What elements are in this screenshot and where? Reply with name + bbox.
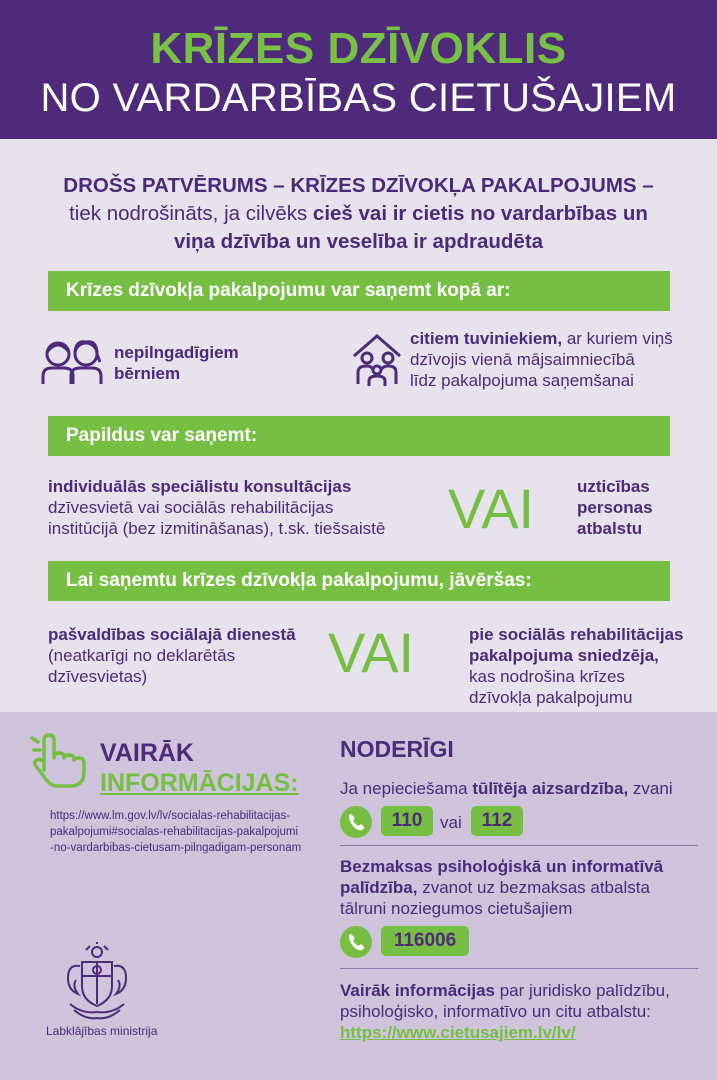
intro-text (40, 172, 677, 256)
together-children: nepilngadīgiem bērniem (114, 343, 239, 383)
divider (340, 845, 698, 846)
phone-icon (340, 806, 372, 838)
apply-municipal-service: pašvaldības sociālajā dienestā (neatkarīgi no deklarētās dzīvesvietas) (48, 625, 296, 686)
pointing-hand-icon (30, 732, 90, 790)
urgent-protection-text: Ja nepieciešama tūlītēja aizsardzība, zvani (340, 779, 673, 798)
children-icon (40, 338, 104, 386)
or-separator-1: VAI (448, 477, 535, 540)
additional-trusted-person: uzticības personas atbalstu (577, 477, 653, 538)
psych-support-text: Bezmaksas psiholoģiskā un informatīvā palīdzība, zvanot uz bezmaksas atbalsta tālruni noziegumos cietušajiem (340, 857, 664, 918)
cietusajiem-link[interactable]: https://www.cietusajiem.lv/lv/ (340, 1023, 576, 1042)
useful-title: NODERĪGI (340, 736, 454, 762)
ministry-link[interactable]: https://www.lm.gov.lv/lv/socialas-rehabilitacijas- pakalpojumi#socialas-rehabilitacijas-pakalpojumi -no-vardarbibas-cietusam-pilngadigam-personam (50, 810, 302, 854)
phone-112[interactable]: 112 (471, 806, 523, 836)
divider (340, 968, 698, 969)
page-subtitle: NO VARDARBĪBAS CIETUŠAJIEM (40, 76, 677, 120)
additional-consultations: individuālās speciālistu konsultācijas dzīvesvietā vai sociālās rehabilitācijas institūcijā (bez izmitināšanas), t.sk. tiešsaistē (48, 477, 386, 538)
phone-icon (340, 926, 372, 958)
phone-116006[interactable]: 116006 (381, 926, 469, 956)
more-support-text: Vairāk informācijas par juridisko palīdzību, psiholoģisko, informatīvo un citu atbalstu: https://www.cietusajiem.lv/lv/ (340, 980, 685, 1043)
or-separator-2: VAI (328, 621, 415, 684)
intro-line-3: viņa dzīvība un veselība ir apdraudēta (173, 230, 544, 253)
page-title: KRĪZES DZĪVOKLIS (150, 24, 567, 73)
intro-line-2: tiek nodrošināts, ja cilvēks cieš vai ir cietis no vardarbības un (69, 202, 648, 225)
section-bar-together: Krīzes dzīvokļa pakalpojumu var saņemt kopā ar: (48, 271, 670, 311)
section-bar-additional: Papildus var saņemt: (48, 416, 670, 456)
ministry-name: Labklājības ministrija (46, 1024, 158, 1038)
phone-110[interactable]: 110 (381, 806, 433, 836)
together-relatives: citiem tuviniekiem, ar kuriem viņš dzīvojis vienā mājsaimniecībā līdz pakalpojuma saņemšanai (410, 329, 673, 390)
or-small: vai (440, 813, 462, 832)
header-banner (0, 0, 717, 139)
intro-line-1: DROŠS PATVĒRUMS – KRĪZES DZĪVOKĻA PAKALPOJUMS – (63, 174, 654, 197)
more-info-title: VAIRĀK INFORMĀCIJAS: (100, 739, 299, 797)
coat-of-arms-logo (62, 942, 132, 1022)
section-bar-apply: Lai saņemtu krīzes dzīvokļa pakalpojumu, jāvēršas: (48, 561, 670, 601)
apply-rehab-provider: pie sociālās rehabilitācijas pakalpojuma sniedzēja, kas nodrošina krīzes dzīvokļa pakalpojumu (469, 625, 684, 707)
family-house-icon (352, 332, 402, 388)
